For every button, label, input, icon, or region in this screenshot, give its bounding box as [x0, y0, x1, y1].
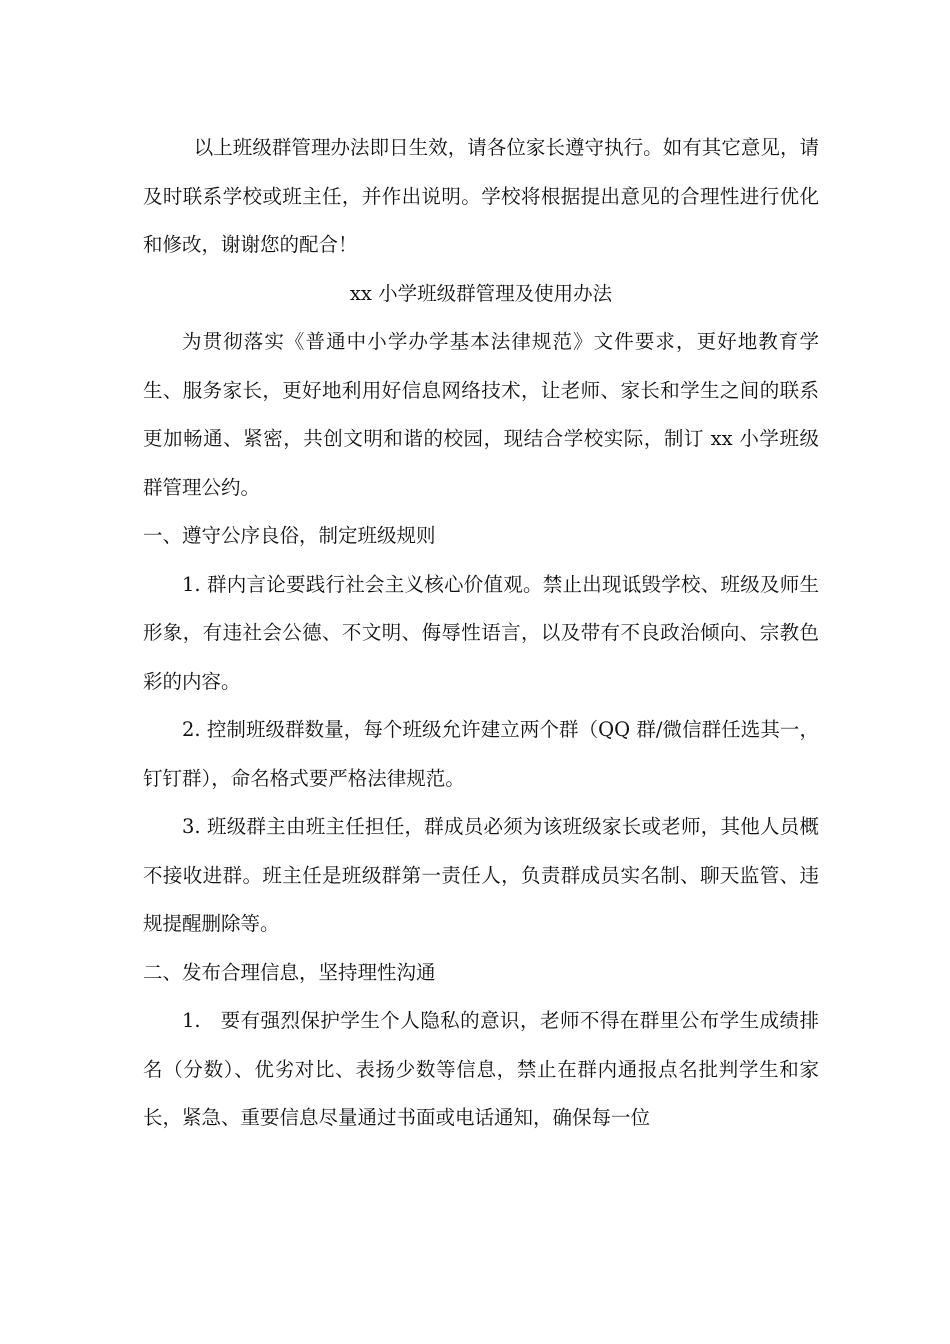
section-1-item-1: 1. 群内言论要践行社会主义核心价值观。禁止出现诋毁学校、班级及师生形象，有违社会公德、不文明、侮辱性语言，以及带有不良政治倾向、宗教色彩的内容。	[143, 572, 819, 693]
document-body	[143, 124, 819, 1143]
document-title: xx 小学班级群管理及使用办法	[349, 281, 613, 305]
section-1-item-2: 2. 控制班级群数量，每个班级允许建立两个群（QQ 群/微信群任选其一，钉钉群），命名格式要严格法律规范。	[143, 718, 819, 790]
closing-paragraph: 以上班级群管理办法即日生效，请各位家长遵守执行。如有其它意见，请及时联系学校或班主任，并作出说明。学校将根据提出意见的合理性进行优化和修改，谢谢您的配合！	[143, 136, 819, 256]
section-1-item-3: 3. 班级群主由班主任担任，群成员必须为该班级家长或老师，其他人员概不接收进群。班主任是班级群第一责任人，负责群成员实名制、聊天监管、违规提醒删除等。	[143, 815, 819, 935]
intro-paragraph: 为贯彻落实《普通中小学办学基本法律规范》文件要求，更好地教育学生、服务家长，更好地利用好信息网络技术，让老师、家长和学生之间的联系更加畅通、紧密，共创文明和谐的校园，现结合学校实际，制订 xx 小学班级群管理公约。	[143, 330, 819, 499]
section-heading-2: 二、发布合理信息，坚持理性沟通	[143, 960, 436, 984]
section-heading-1: 一、遵守公序良俗，制定班级规则	[143, 524, 436, 547]
section-2-item-1: 1. 要有强烈保护学生个人隐私的意识，老师不得在群里公布学生成绩排名（分数）、优劣对比、表扬少数等信息，禁止在群内通报点名批判学生和家长，紧急、重要信息尽量通过书面或电话通知，确保每一位	[143, 1009, 819, 1129]
